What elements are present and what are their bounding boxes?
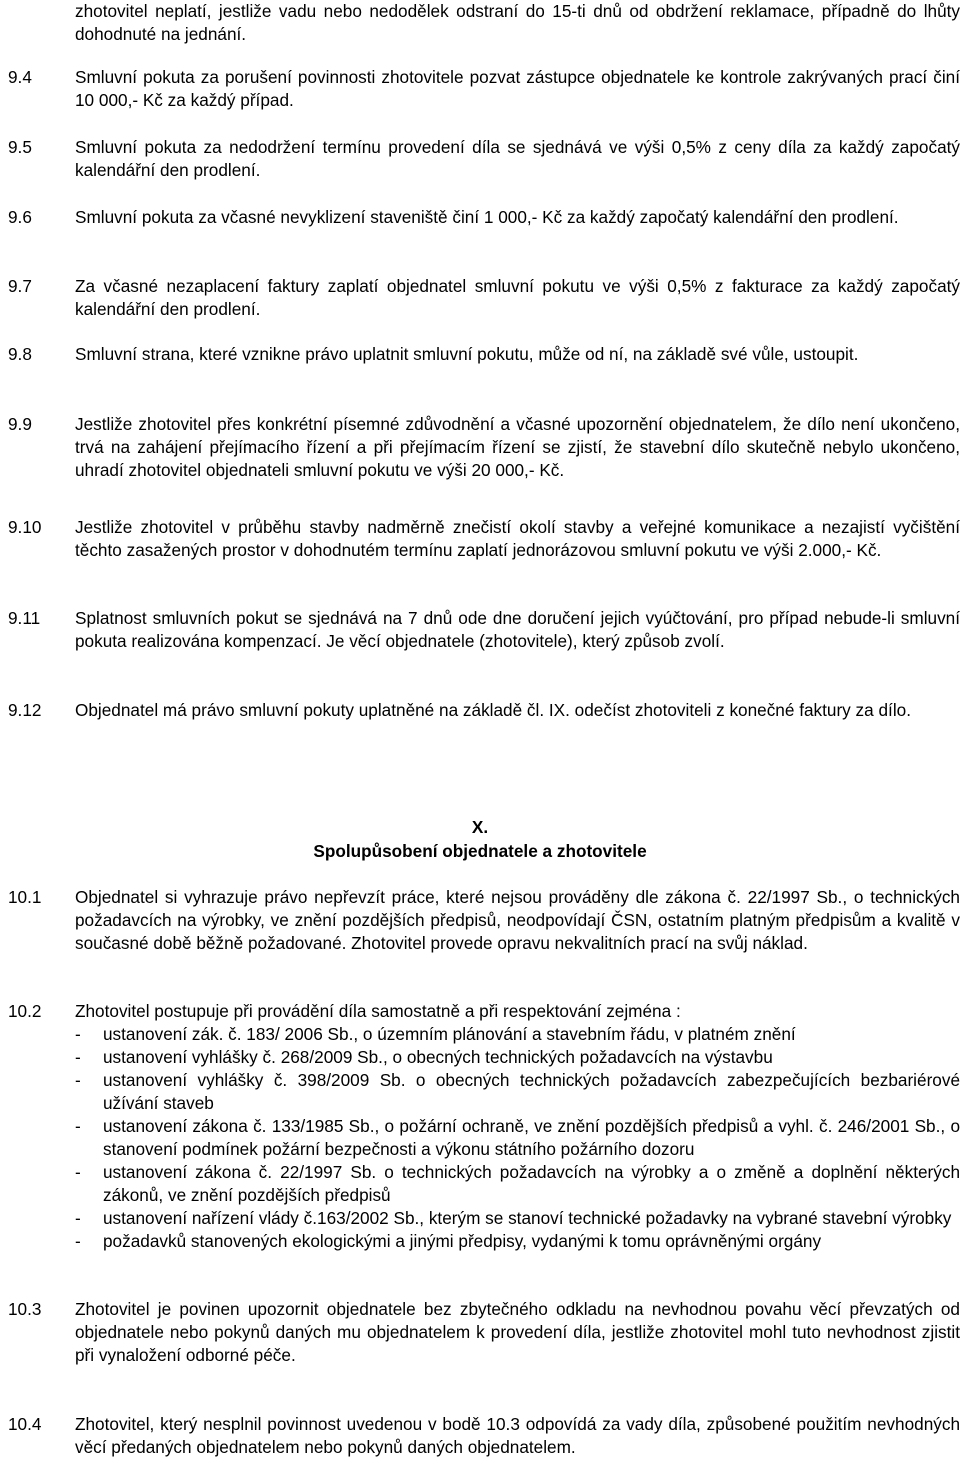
paragraph-9-11 (0, 607, 960, 653)
paragraph-number: 9.7 (8, 276, 32, 296)
section-number-heading: X. (471, 817, 489, 837)
paragraph-9-9 (0, 413, 960, 482)
paragraph-text: Zhotovitel, který nesplnil povinnost uvedenou v bodě 10.3 odpovídá za vady díla, způsobené použitím nevhodných věcí předaných objednatelem nebo pokynů daných objednatelem. (75, 1414, 960, 1457)
list-item: - požadavků stanovených ekologickými a jinými předpisy, vydanými k tomu oprávněnými orgány (75, 1231, 822, 1251)
paragraph-10-4 (0, 1413, 960, 1459)
paragraph-number: 10.2 (8, 1001, 42, 1021)
list-item: - ustanovení zákona č. 133/1985 Sb., o požární ochraně, ve znění pozdějších předpisů a vyhl. č. 246/2001 Sb., o stanovení podmínek požární bezpečnosti a výkonu státního požárního dozoru (75, 1116, 960, 1159)
paragraph-9-10 (0, 516, 960, 562)
paragraph-number: 9.10 (8, 517, 42, 537)
paragraph-text: Jestliže zhotovitel přes konkrétní písemné zdůvodnění a včasné upozornění objednatelem, že dílo není ukončeno, trvá na zahájení přejímacího řízení a při přejímacím řízení se zjistí, že stavební dílo skutečně nebylo ukončeno, uhradí zhotovitel objednateli smluvní pokutu ve výši 20 000,- Kč. (75, 414, 960, 480)
list-item: - ustanovení zák. č. 183/ 2006 Sb., o územním plánování a stavebním řádu, v platném znění (75, 1024, 796, 1044)
paragraph-text: Smluvní pokuta za včasné nevyklizení staveniště činí 1 000,- Kč za každý započatý kalendářní den prodlení. (75, 207, 899, 227)
paragraph-text: Smluvní pokuta za porušení povinnosti zhotovitele pozvat zástupce objednatele ke kontrole zakrývaných prací činí 10 000,- Kč za každý případ. (75, 67, 960, 110)
paragraph-9-8 (0, 343, 960, 366)
paragraph-9-6 (0, 206, 960, 229)
paragraph-text: Zhotovitel je povinen upozornit objednatele bez zbytečného odkladu na nevhodnou povahu věcí převzatých od objednatele nebo pokynů daných mu objednatelem k provedení díla, jestliže zhotovitel mohl tuto nevhodnost zjistit při vynaložení odborné péče. (75, 1299, 960, 1365)
paragraph-text: Smluvní strana, které vznikne právo uplatnit smluvní pokutu, může od ní, na základě své vůle, ustoupit. (75, 344, 859, 364)
paragraph-text: Smluvní pokuta za nedodržení termínu provedení díla se sjednává ve výši 0,5% z ceny díla za každý započatý kalendářní den prodlení. (75, 137, 960, 180)
list-item: - ustanovení vyhlášky č. 398/2009 Sb. o obecných technických požadavcích zabezpečujících bezbariérové užívání staveb (75, 1070, 960, 1113)
paragraph-number: 9.11 (8, 608, 41, 628)
paragraph-number: 9.9 (8, 414, 32, 434)
paragraph-number: 9.6 (8, 207, 32, 227)
list-item: - ustanovení nařízení vlády č.163/2002 Sb., kterým se stanoví technické požadavky na vybrané stavební výrobky (75, 1208, 952, 1228)
list-item: - ustanovení zákona č. 22/1997 Sb. o technických požadavcích na výrobky a o změně a doplnění některých zákonů, ve znění pozdějších předpisů (75, 1162, 960, 1205)
continuation-paragraph: zhotovitel neplatí, jestliže vadu nebo nedodělek odstraní do 15-ti dnů od obdržení reklamace, případně do lhůty dohodnuté na jednání. (75, 1, 960, 44)
paragraph-number: 9.5 (8, 137, 32, 157)
paragraph-text: Objednatel má právo smluvní pokuty uplatněné na základě čl. IX. odečíst zhotoviteli z konečné faktury za dílo. (75, 700, 911, 720)
paragraph-number: 9.12 (8, 700, 42, 720)
paragraph-text: Splatnost smluvních pokut se sjednává na 7 dnů ode dne doručení jejich vyúčtování, pro případ nebude-li smluvní pokuta realizována kompenzací. Je věcí objednatele (zhotovitele), který způsob zvolí. (75, 608, 960, 651)
list-item: - ustanovení vyhlášky č. 268/2009 Sb., o obecných technických požadavcích na výstavbu (75, 1047, 773, 1067)
paragraph-number: 10.4 (8, 1414, 42, 1434)
paragraph-intro: Zhotovitel postupuje při provádění díla samostatně a při respektování zejména : (75, 1001, 681, 1021)
paragraph-text: Za včasné nezaplacení faktury zaplatí objednatel smluvní pokutu ve výši 0,5% z fakturace za každý započatý kalendářní den prodlení. (75, 276, 960, 319)
paragraph-10-1 (0, 886, 960, 955)
paragraph-9-5 (0, 136, 960, 182)
paragraph-10-3 (0, 1298, 960, 1367)
paragraph-9-12 (0, 699, 960, 722)
regulation-list (75, 1023, 960, 1253)
paragraph-number: 10.1 (8, 887, 42, 907)
paragraph-number: 9.4 (8, 67, 32, 87)
paragraph-number: 9.8 (8, 344, 32, 364)
paragraph-9-7 (0, 275, 960, 321)
paragraph-text: Objednatel si vyhrazuje právo nepřevzít práce, které nejsou prováděny dle zákona č. 22/1997 Sb., o technických požadavcích na výrobky, ve znění pozdějších předpisů, neodpovídají ČSN, ostatním platným předpisům a kvalitě v současné době běžně požadované. Zhotovitel provede opravu nekvalitních prací na svůj náklad. (75, 887, 960, 953)
paragraph-number: 10.3 (8, 1299, 42, 1319)
paragraph-9-4 (0, 66, 960, 112)
paragraph-text: Jestliže zhotovitel v průběhu stavby nadměrně znečistí okolí stavby a veřejné komunikace a nezajistí vyčištění těchto zasažených prostor v dohodnutém termínu zaplatí jednorázovou smluvní pokutu ve výši 2.000,- Kč. (75, 517, 960, 560)
paragraph-10-2 (0, 1000, 960, 1253)
section-title-heading: Spolupůsobení objednatele a zhotovitele (313, 841, 647, 861)
